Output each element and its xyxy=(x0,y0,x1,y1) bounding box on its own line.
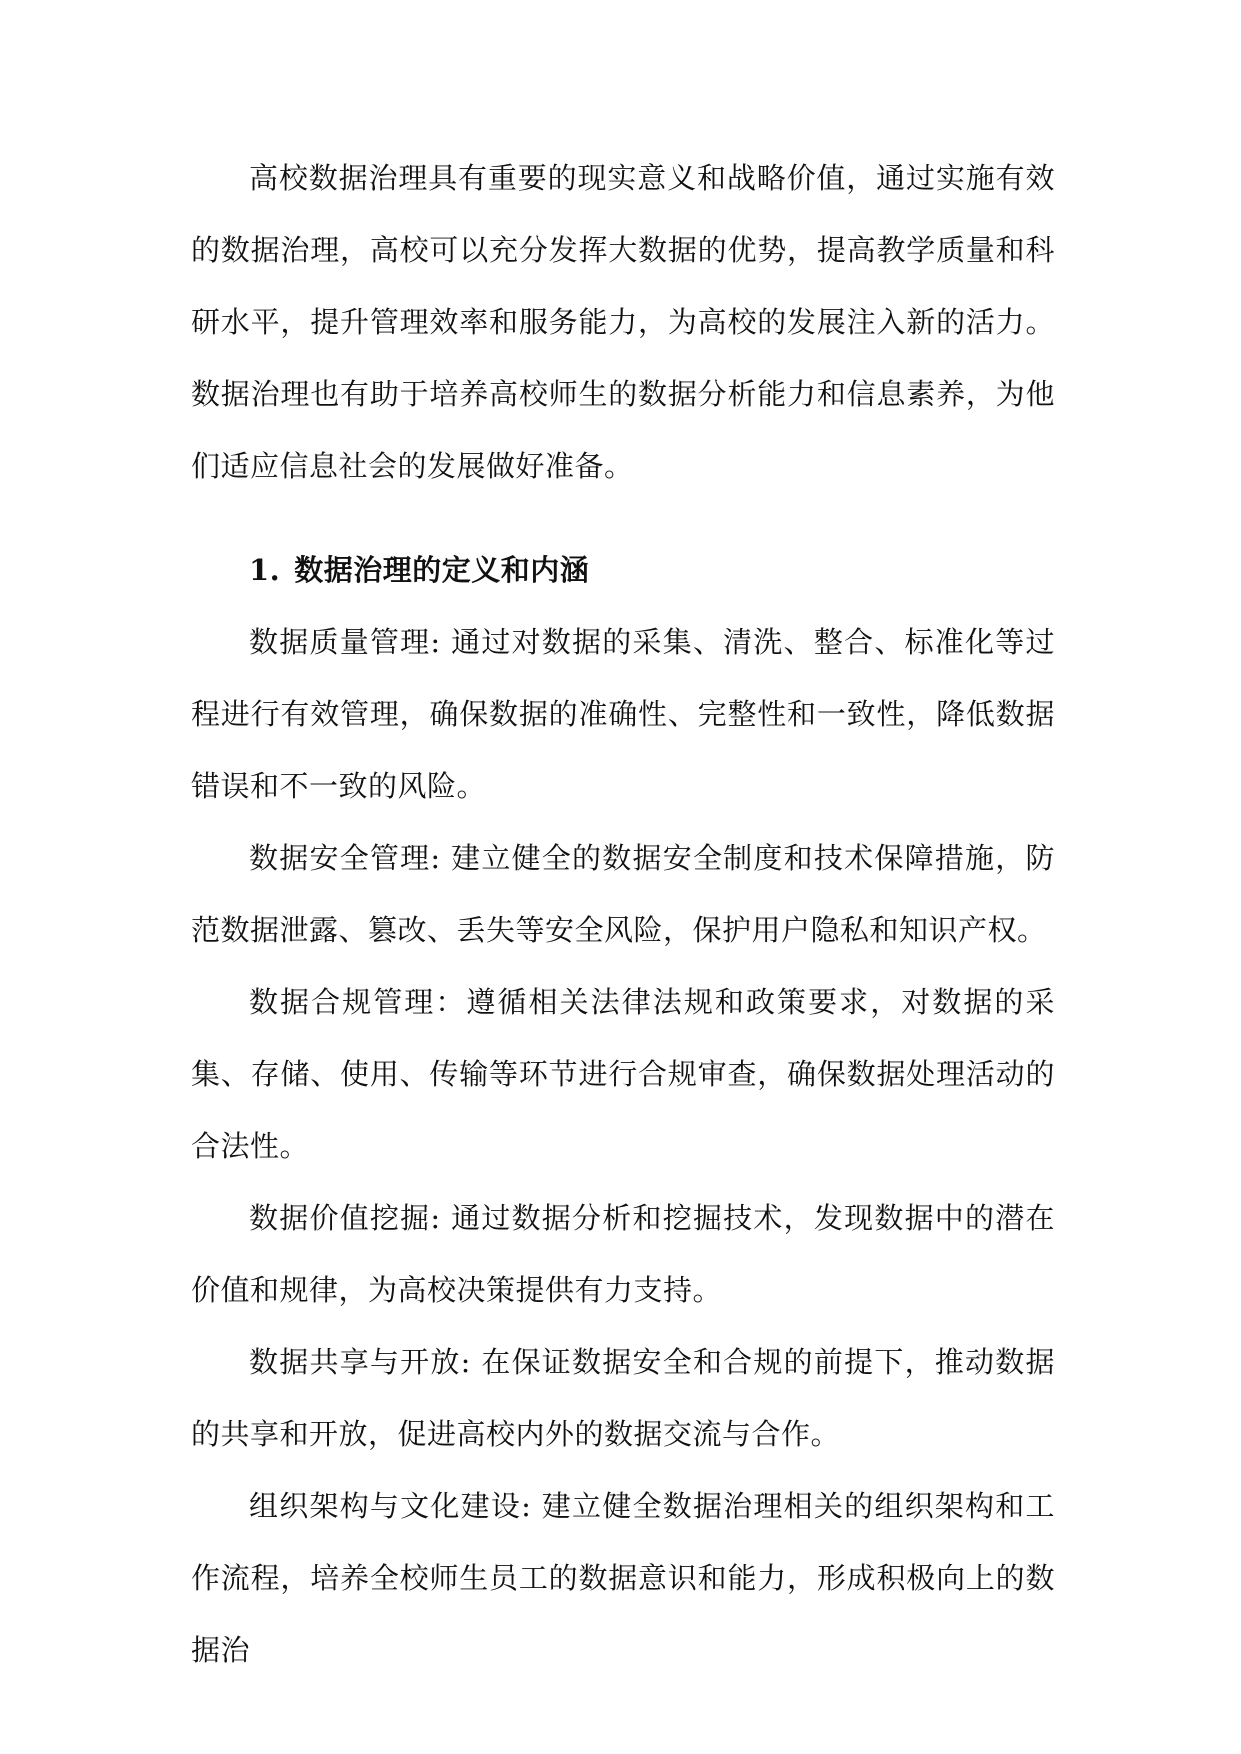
paragraph-data-sharing: 数据共享与开放: 在保证数据安全和合规的前提下，推动数据的共享和开放，促进高校内外的数据交流与合作。 xyxy=(191,1345,1055,1451)
paragraph-data-security: 数据安全管理: 建立健全的数据安全制度和技术保障措施，防范数据泄露、篡改、丢失等安全风险，保护用户隐私和知识产权。 xyxy=(191,841,1055,947)
document-body xyxy=(191,142,1055,1686)
paragraph-organization-culture: 组织架构与文化建设: 建立健全数据治理相关的组织架构和工作流程，培养全校师生员工的数据意识和能力，形成积极向上的数据治 xyxy=(191,1489,1055,1667)
section-title: 数据治理的定义和内涵 xyxy=(294,553,590,587)
intro-paragraph: 高校数据治理具有重要的现实意义和战略价值，通过实施有效的数据治理，高校可以充分发挥大数据的优势，提高教学质量和科研水平，提升管理效率和服务能力，为高校的发展注入新的活力。数据治理也有助于培养高校师生的数据分析能力和信息素养，为他们适应信息社会的发展做好准备。 xyxy=(191,161,1055,483)
paragraph-data-quality: 数据质量管理: 通过对数据的采集、清洗、整合、标准化等过程进行有效管理，确保数据的准确性、完整性和一致性，降低数据错误和不一致的风险。 xyxy=(191,625,1055,803)
section-number: 1. xyxy=(249,553,281,587)
paragraph-data-value-mining: 数据价值挖掘: 通过数据分析和挖掘技术，发现数据中的潜在价值和规律，为高校决策提供有力支持。 xyxy=(191,1201,1055,1307)
section-heading xyxy=(191,534,1055,606)
paragraph-data-compliance: 数据合规管理：遵循相关法律法规和政策要求，对数据的采集、存储、使用、传输等环节进行合规审查，确保数据处理活动的合法性。 xyxy=(191,985,1055,1163)
